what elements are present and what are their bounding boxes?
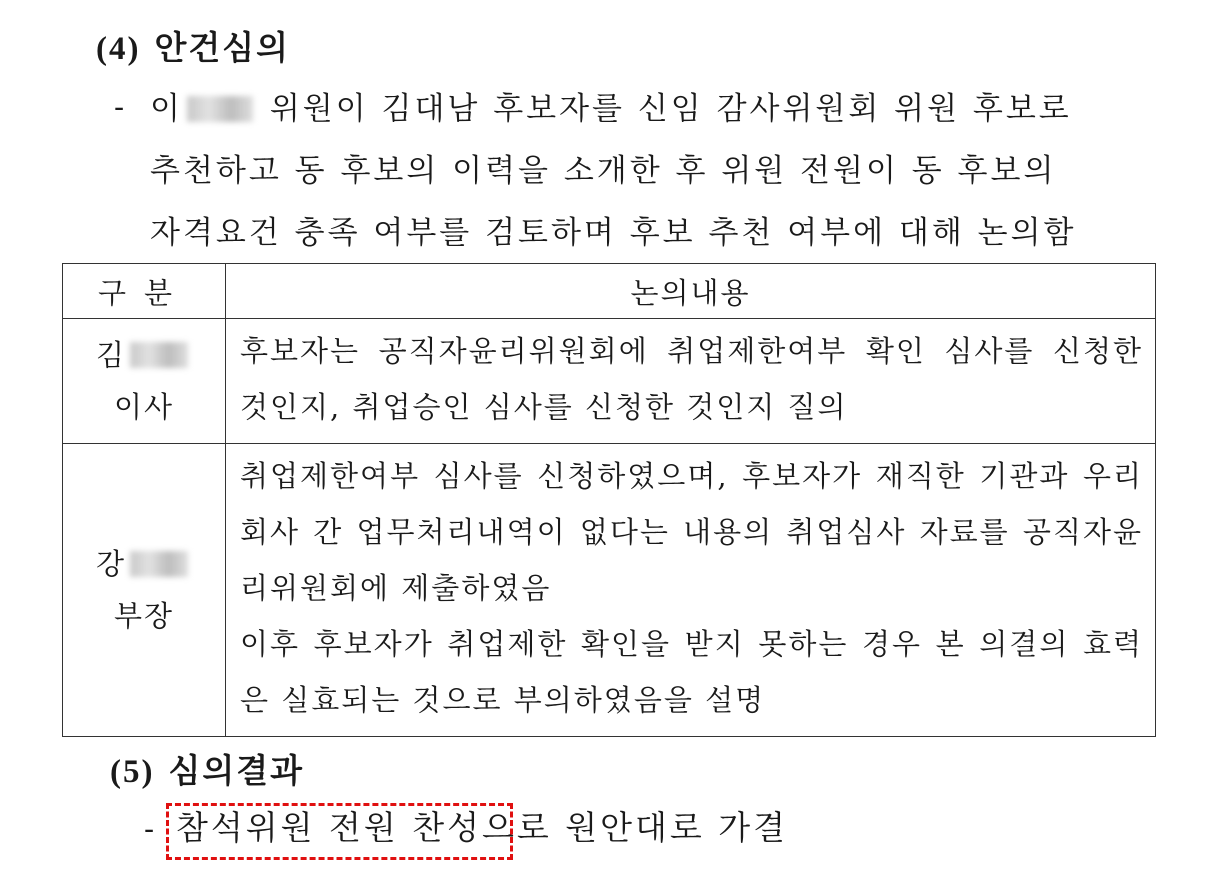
redacted-name <box>130 551 188 577</box>
section-title: 심의결과 <box>168 751 304 790</box>
table-row <box>63 319 1156 444</box>
discussion-content <box>226 444 1156 737</box>
paragraph-line-2: 추천하고 동 후보의 이력을 소개한 후 위원 전원이 동 후보의 <box>150 153 1057 189</box>
speaker-name-prefix: 강 <box>95 547 126 581</box>
agenda-paragraph <box>150 78 1170 264</box>
redacted-name <box>187 96 253 122</box>
bullet-dash: - <box>144 812 155 847</box>
header-category: 구분 <box>63 264 226 319</box>
speaker-cell <box>63 319 226 444</box>
paragraph-line-1 <box>150 78 1170 140</box>
line-1-text: 위원이 김대남 후보자를 신임 감사위원회 위원 후보로 <box>269 91 1072 127</box>
section-5-heading <box>110 745 304 792</box>
discussion-content-part-2: 이후 후보자가 취업제한 확인을 받지 못하는 경우 본 의결의 효력은 실효되는 것으로 부의하였음을 설명 <box>240 627 1143 717</box>
discussion-table <box>62 263 1156 737</box>
header-content: 논의내용 <box>226 264 1156 319</box>
member-name-prefix: 이 <box>150 91 183 127</box>
redacted-name <box>130 342 188 368</box>
section-4-heading <box>96 22 290 69</box>
speaker-name-prefix: 김 <box>95 338 126 372</box>
table-header-row <box>63 264 1156 319</box>
table-row <box>63 444 1156 737</box>
discussion-content: 후보자는 공직자윤리위원회에 취업제한여부 확인 심사를 신청한 것인지, 취업승인 심사를 신청한 것인지 질의 <box>226 319 1156 444</box>
speaker-cell <box>63 444 226 737</box>
speaker-role: 부장 <box>113 599 175 633</box>
section-number: (5) <box>110 754 155 790</box>
section-title: 안건심의 <box>154 28 290 67</box>
section-number: (4) <box>96 31 141 67</box>
resolution-result: 참석위원 전원 찬성으로 원안대로 가결 <box>176 808 789 847</box>
bullet-dash: - <box>114 90 125 125</box>
discussion-content-part-1: 취업제한여부 심사를 신청하였으며, 후보자가 재직한 기관과 우리회사 간 업무처리내역이 없다는 내용의 취업심사 자료를 공직자윤리위원회에 제출하였음 <box>240 459 1143 605</box>
speaker-role: 이사 <box>113 390 175 424</box>
red-dashed-highlight <box>166 803 513 860</box>
paragraph-line-3: 자격요건 충족 여부를 검토하며 후보 추천 여부에 대해 논의함 <box>150 215 1077 251</box>
